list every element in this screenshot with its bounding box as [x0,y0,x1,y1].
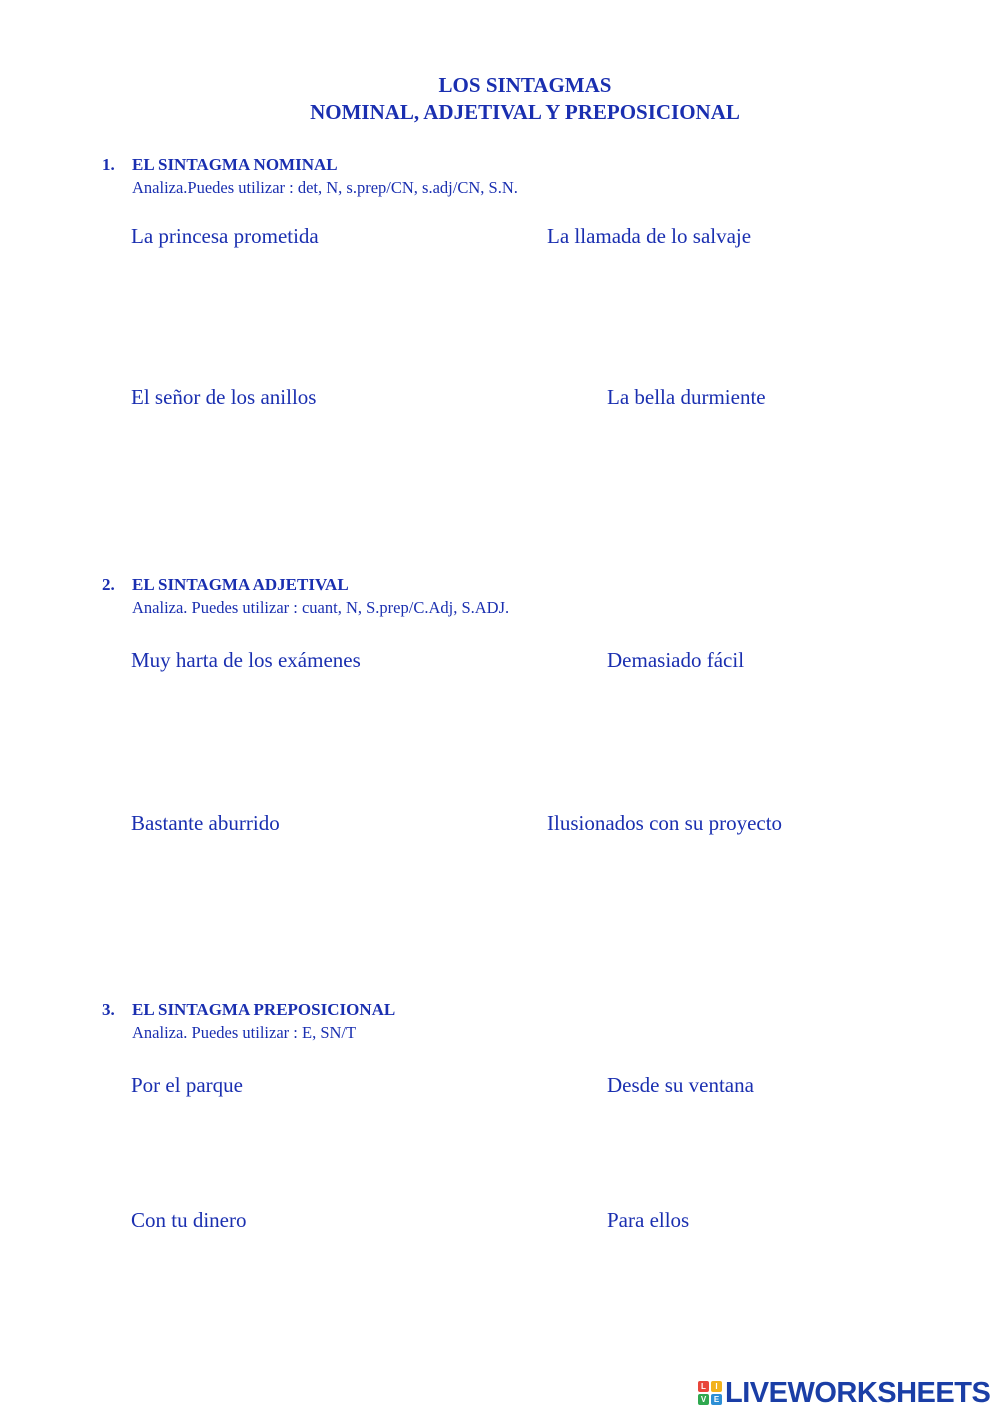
section-1-instruction: Analiza.Puedes utilizar : det, N, s.prep/CN, s.adj/CN, S.N. [132,178,518,197]
section-2-heading: EL SINTAGMA ADJETIVAL [132,575,349,594]
phrase-item: Con tu dinero [131,1208,247,1232]
liveworksheets-logo [698,1378,990,1408]
phrase-item: Ilusionados con su proyecto [547,811,783,835]
liveworksheets-logo-text: LIVEWORKSHEETS [725,1376,991,1409]
section-2-number: 2. [102,575,115,594]
phrase-item: La bella durmiente [607,385,766,409]
section-3-number: 3. [102,1000,115,1019]
section-1-number: 1. [102,155,115,174]
page-title-line2: NOMINAL, ADJETIVAL Y PREPOSICIONAL [310,100,740,124]
section-3-instruction: Analiza. Puedes utilizar : E, SN/T [132,1023,357,1042]
page-title-line1: LOS SINTAGMAS [438,73,612,97]
section-2-instruction: Analiza. Puedes utilizar : cuant, N, S.prep/C.Adj, S.ADJ. [132,598,510,617]
phrase-item: Para ellos [607,1208,690,1232]
phrase-item: Desde su ventana [607,1073,754,1097]
phrase-item: Por el parque [131,1073,243,1097]
phrase-item: El señor de los anillos [131,385,317,409]
section-1-heading: EL SINTAGMA NOMINAL [132,155,338,174]
section-3-heading: EL SINTAGMA PREPOSICIONAL [132,1000,396,1019]
phrase-item: Muy harta de los exámenes [131,648,361,672]
phrase-item: Bastante aburrido [131,811,280,835]
phrase-item: La princesa prometida [131,224,319,248]
liveworksheets-logo-icon: L I V E [698,1381,722,1405]
phrase-item: La llamada de lo salvaje [547,224,752,248]
phrase-item: Demasiado fácil [607,648,745,672]
